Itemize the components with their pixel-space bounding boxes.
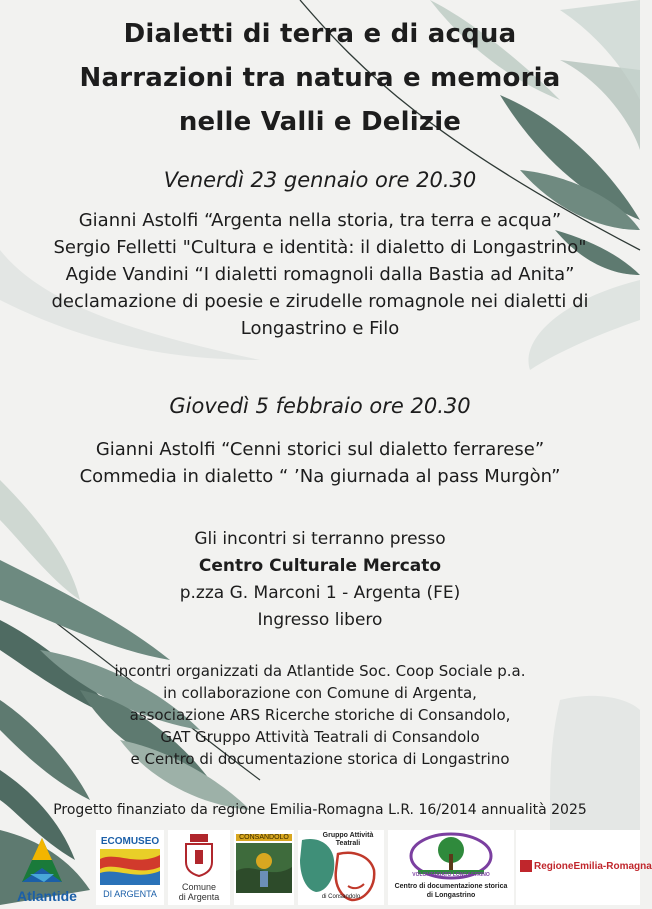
title-line-3: nelle Valli e Delizie — [178, 107, 462, 137]
ecomuseo-logo — [96, 830, 164, 905]
consandolo-emblem-icon — [234, 841, 294, 901]
event-1-line: Agide Vandini “I dialetti romagnoli dalla Bastia ad Anita” — [65, 264, 575, 285]
comune-label-1: Comune — [181, 882, 217, 892]
regione-label: RegioneEmilia-Romagna — [534, 860, 652, 872]
regione-square-icon — [520, 860, 532, 872]
atlantide-label: Atlantide — [17, 888, 77, 904]
event-1-date: Venerdì 23 gennaio ore 20.30 — [163, 168, 477, 192]
logo-strip — [0, 830, 652, 905]
organizer-line: in collaborazione con Comune di Argenta, — [163, 684, 477, 702]
ecomuseo-top-label: ECOMUSEO — [100, 836, 160, 847]
organizer-line: associazione ARS Ricerche storiche di Consandolo, — [129, 706, 511, 724]
volontariato-label: VOLONTARIATO LONGASTRINO — [412, 872, 490, 878]
event-2-line: Commedia in dialetto “ ’Na giurnada al pass Murgòn” — [79, 466, 561, 487]
title-line-2: Narrazioni tra natura e memoria — [79, 63, 561, 93]
regione-mark — [520, 860, 652, 872]
regione-logo — [516, 830, 652, 905]
organizer-line: incontri organizzati da Atlantide Soc. Coop Sociale p.a. — [114, 662, 526, 680]
venue-intro: Gli incontri si terranno presso — [194, 529, 446, 549]
gat-logo — [298, 830, 384, 905]
organizers — [0, 660, 640, 770]
ecomuseo-bottom-label: DI ARGENTA — [103, 889, 157, 899]
venue-entry: Ingresso libero — [257, 610, 383, 630]
poster-title — [0, 12, 640, 144]
event-2-line: Gianni Astolfi “Cenni storici sul dialetto ferrarese” — [95, 439, 545, 460]
gat-title-label: Gruppo Attività Teatrali — [322, 832, 374, 847]
comune-label-2: di Argenta — [178, 892, 220, 902]
event-1-line: declamazione di poesie e zirudelle romagnole nei dialetti di Longastrino e Filo — [51, 291, 589, 339]
comune-logo — [168, 830, 230, 905]
centro-label-2: di Longastrino — [426, 892, 476, 899]
organizer-line: GAT Gruppo Attività Teatrali di Consandolo — [160, 728, 480, 746]
event-2-program — [0, 436, 640, 490]
atlantide-logo — [0, 830, 94, 905]
gat-sub-label: di Consandolo — [321, 894, 361, 900]
venue-info — [0, 526, 640, 634]
event-1-line: Sergio Felletti "Cultura e identità: il dialetto di Longastrino" — [53, 237, 587, 258]
centro-label-1: Centro di documentazione storica — [394, 883, 508, 890]
event-2-date: Giovedì 5 febbraio ore 20.30 — [169, 394, 471, 418]
centro-documentazione-logo — [388, 830, 514, 905]
consandolo-logo — [234, 830, 294, 905]
ecomuseo-waves-icon — [96, 847, 164, 887]
title-line-1: Dialetti di terra e di acqua — [123, 19, 517, 49]
consandolo-label: CONSANDOLO — [236, 834, 292, 841]
event-1-program — [0, 207, 640, 342]
organizer-line: e Centro di documentazione storica di Longastrino — [130, 750, 510, 768]
coat-of-arms-icon — [168, 830, 230, 878]
event-1-line: Gianni Astolfi “Argenta nella storia, tra terra e acqua” — [78, 210, 562, 231]
funding-note: Progetto finanziato da regione Emilia-Romagna L.R. 16/2014 annualità 2025 — [53, 802, 587, 818]
venue-address: p.zza G. Marconi 1 - Argenta (FE) — [179, 583, 461, 603]
venue-name: Centro Culturale Mercato — [198, 556, 442, 576]
